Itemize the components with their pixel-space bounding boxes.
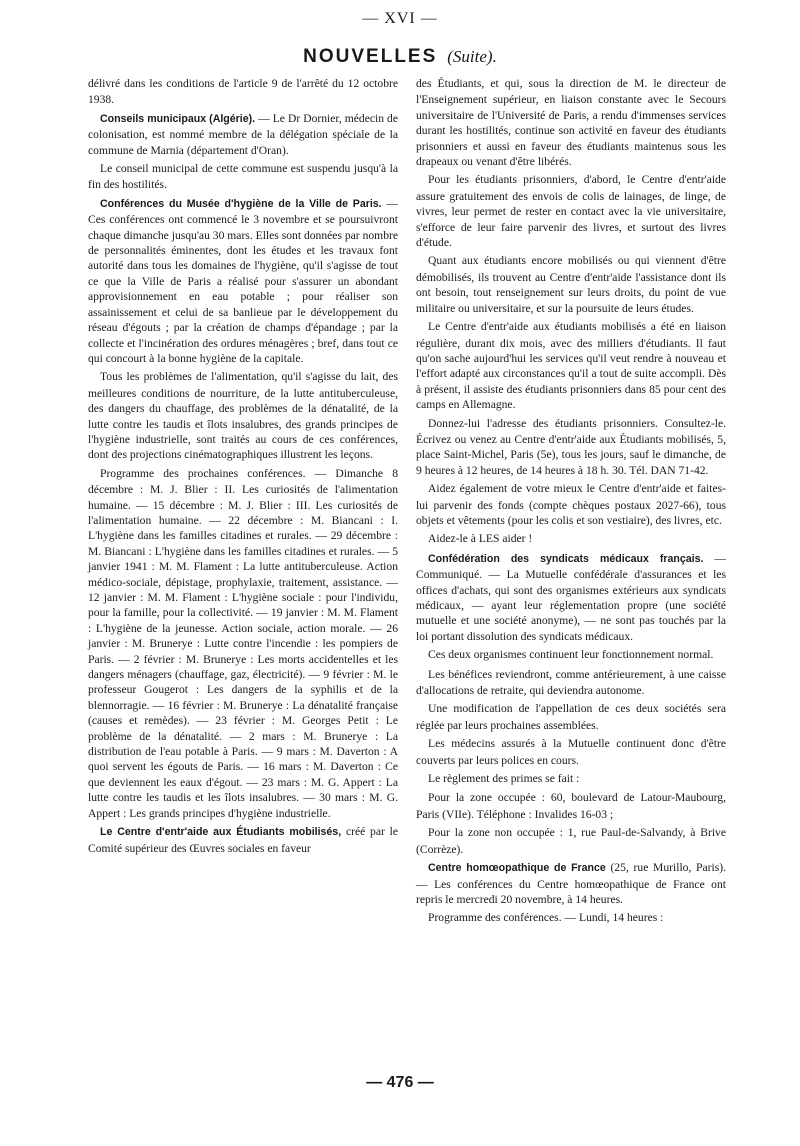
paragraph: Confédération des syndicats médicaux français. — Communiqué. — La Mutuelle confédérale d'assurances et les offices d'achats, qui sont des organismes extérieurs aux syndicats médicaux, — ayant leur réglementation propre (une société mutuelle et une société anonyme), — ne sont pas touchés par la loi portant dissolution des syndicats médicaux. <box>416 551 726 643</box>
page-number-bottom: — 476 — <box>366 1074 434 1091</box>
paragraph-lead: Le Centre d'entr'aide aux Étudiants mobilisés, <box>100 826 342 839</box>
paragraph: Conseils municipaux (Algérie). — Le Dr Dornier, médecin de colonisation, est nommé membre de la délégation spéciale de la commune de Marnia (département d'Oran). <box>88 111 398 157</box>
paragraph-lead: Confédération des syndicats médicaux français. <box>428 552 704 565</box>
paragraph: Aidez également de votre mieux le Centre d'entr'aide et faites-lui parvenir des fonds (compte chèques postaux 2027-66), tous objets et vêtements (pour les colis et son vestiaire), des livres, etc. <box>416 482 726 527</box>
paragraph: Aidez-le à LES aider ! <box>428 532 533 546</box>
paragraph: Le Centre d'entr'aide aux Étudiants mobilisés, créé par le Comité supérieur des Œuvres sociales en faveur <box>88 825 398 855</box>
paragraph-lead: Conseils municipaux (Algérie). <box>100 112 256 125</box>
page-title-suffix: (Suite). <box>447 47 497 66</box>
paragraph: Le règlement des primes se fait : <box>428 772 580 786</box>
paragraph: Pour la zone non occupée : 1, rue Paul-de-Salvandy, à Brive (Corrèze). <box>416 826 726 856</box>
paragraph-lead: Conférences du Musée d'hygiène de la Ville de Paris. <box>100 197 382 210</box>
right-column <box>416 76 726 930</box>
paragraph: Pour les étudiants prisonniers, d'abord, le Centre d'entr'aide assure gratuitement des envois de colis de lainages, de linge, de vivres, leur permet de rester en contact avec la vie universitaire, s'efforce de leur faire parvenir des livres, et surtout des livres d'étude. <box>416 173 726 250</box>
paragraph: délivré dans les conditions de l'article 9 de l'arrêté du 12 octobre 1938. <box>88 77 398 107</box>
page-number-top: — XVI — <box>362 10 438 27</box>
paragraph: Programme des prochaines conférences. — Dimanche 8 décembre : M. J. Blier : II. Les curiosités de l'alimentation humaine. — 15 décembre : M. J. Blier : III. Les curiosités de l'alimentation humaine. — 22 décembre : M. Biancani : I. L'hygiène dans les familles citadines et rurales. — 29 décembre : M. Biancani : L'hygiène dans les familles citadines et rurales. — 5 janvier 1941 : M. M. Flament : La lutte antituberculeuse. Action médico-sociale, dépistage, prophylaxie, traitement, assistance. — 12 janvier : M. M. Flament : L'hygiène sociale : pour l'individu, pour la famille, pour la collectivité. — 19 janvier : M. M. Flament : L'hygiène de la jeunesse. Action sociale, action morale. — 26 janvier : M. Brunerye : Lutte contre l'incendie : les pompiers de Paris. — 2 février : M. Brunerye : Les morts accidentelles et les dangers ménagers (chauffage, gaz, électricité). — 9 février : M. le professeur Gougerot : Les dangers de la syphilis et de la blennorragie. — 16 février : M. Brunerye : La dénatalité française (causes et remèdes). — 23 février : M. Georges Petit : Le problème de la dénatalité. — 2 mars : M. Brunerye : La distribution de l'eau potable à Paris. — 9 mars : M. Daverton : A quoi servent les égouts de Paris. — 16 mars : M. Daverton : Ce que deviennent les eaux d'égout. — 23 mars : M. G. Appert : La lutte contre les taudis et les îlots insalubres. — 30 mars : M. G. Appert : Les grands principes d'hygiène industrielle. <box>88 466 398 820</box>
page-header <box>0 46 800 68</box>
paragraph: Donnez-lui l'adresse des étudiants prisonniers. Consultez-le. Écrivez ou venez au Centre d'entr'aide aux Étudiants mobilisés, 5, place Saint-Michel, Paris (5e), tous les jours, sauf le dimanche, de 9 heures à 12 heures, de 14 heures à 18 h. 30. Tél. DAN 71-42. <box>416 416 726 477</box>
paragraph: Le Centre d'entr'aide aux étudiants mobilisés a été en liaison régulière, durant dix mois, avec des milliers d'étudiants. Il faut qu'on sache aujourd'hui les services qu'il veut rendre à nouveau et l'effort adapté aux circonstances qu'il a tout de suite accompli. Dès à présent, il assiste des étudiants prisonniers dans 85 pour cent des camps en Allemagne. <box>416 320 726 412</box>
paragraph: Quant aux étudiants encore mobilisés ou qui viennent d'être démobilisés, ils trouvent au Centre d'entr'aide l'assistance dont ils ont besoin, tout renseignement sur leurs droits, du point de vue militaire ou universitaire, et sur la poursuite de leurs études. <box>416 254 726 315</box>
page-title: NOUVELLES <box>303 46 438 67</box>
paragraph: des Étudiants, et qui, sous la direction de M. le directeur de l'Enseignement supérieur, en liaison constante avec le Secours universitaire de l'Université de Paris, a rendu d'immenses services durant les hostilités, continue son activité en faveur des étudiants prisonniers et aussi en faveur des étudiants maintenus sous les drapeaux ou venant d'être libérés. <box>416 77 726 169</box>
left-column <box>88 76 398 859</box>
paragraph: Centre homœopathique de France (25, rue Murillo, Paris). — Les conférences du Centre homœopathique de France ont repris le mercredi 20 novembre, à 14 heures. <box>416 861 726 906</box>
paragraph: Pour la zone occupée : 60, boulevard de Latour-Maubourg, Paris (VIIe). Téléphone : Invalides 16-03 ; <box>416 791 726 821</box>
paragraph: Tous les problèmes de l'alimentation, qu'il s'agisse du lait, des meilleures conditions de nourriture, de la lutte antituberculeuse, des dangers du chauffage, des problèmes de la dénatalité, de la lutte contre les taudis et îlots insalubres, des grands principes de l'hygiène industrielle, sont traités au cours de ces conférences, dont des projections cinématographiques illustrent les leçons. <box>88 370 398 462</box>
paragraph: Les bénéfices reviendront, comme antérieurement, à une caisse d'allocations de retraite, qui deviendra autonome. <box>416 667 726 698</box>
paragraph-lead: Centre homœopathique de France <box>428 862 606 875</box>
paragraph: Les médecins assurés à la Mutuelle continuent donc d'être couverts par leurs polices en cours. <box>416 737 726 767</box>
paragraph: Programme des conférences. — Lundi, 14 heures : <box>428 911 664 925</box>
paragraph: Une modification de l'appellation de ces deux sociétés sera réglée par leurs prochaines assemblées. <box>416 702 726 732</box>
paragraph: Le conseil municipal de cette commune est suspendu jusqu'à la fin des hostilités. <box>88 162 398 192</box>
paragraph: Conférences du Musée d'hygiène de la Ville de Paris. — Ces conférences ont commencé le 3 novembre et se poursuivront chaque dimanche jusqu'au 30 mars. Elles sont données par nombre de personnalités éminentes, dont les études et les travaux font autorité dans tous les domaines de l'hygiène, qu'il s'agisse de tout ce que la Ville de Paris a réalisé pour s'assurer un abondant approvisionnement en eau potable ; pour réaliser son assainissement et celui de sa banlieue par le développement du réseau d'égouts ; par la création de champs d'épandage ; par la collecte et l'incinération des ordures ménagères ; bref, dans tout ce qui concourt à la bonne hygiène de la capitale. <box>88 196 399 365</box>
paragraph: Ces deux organismes continuent leur fonctionnement normal. <box>428 648 714 662</box>
